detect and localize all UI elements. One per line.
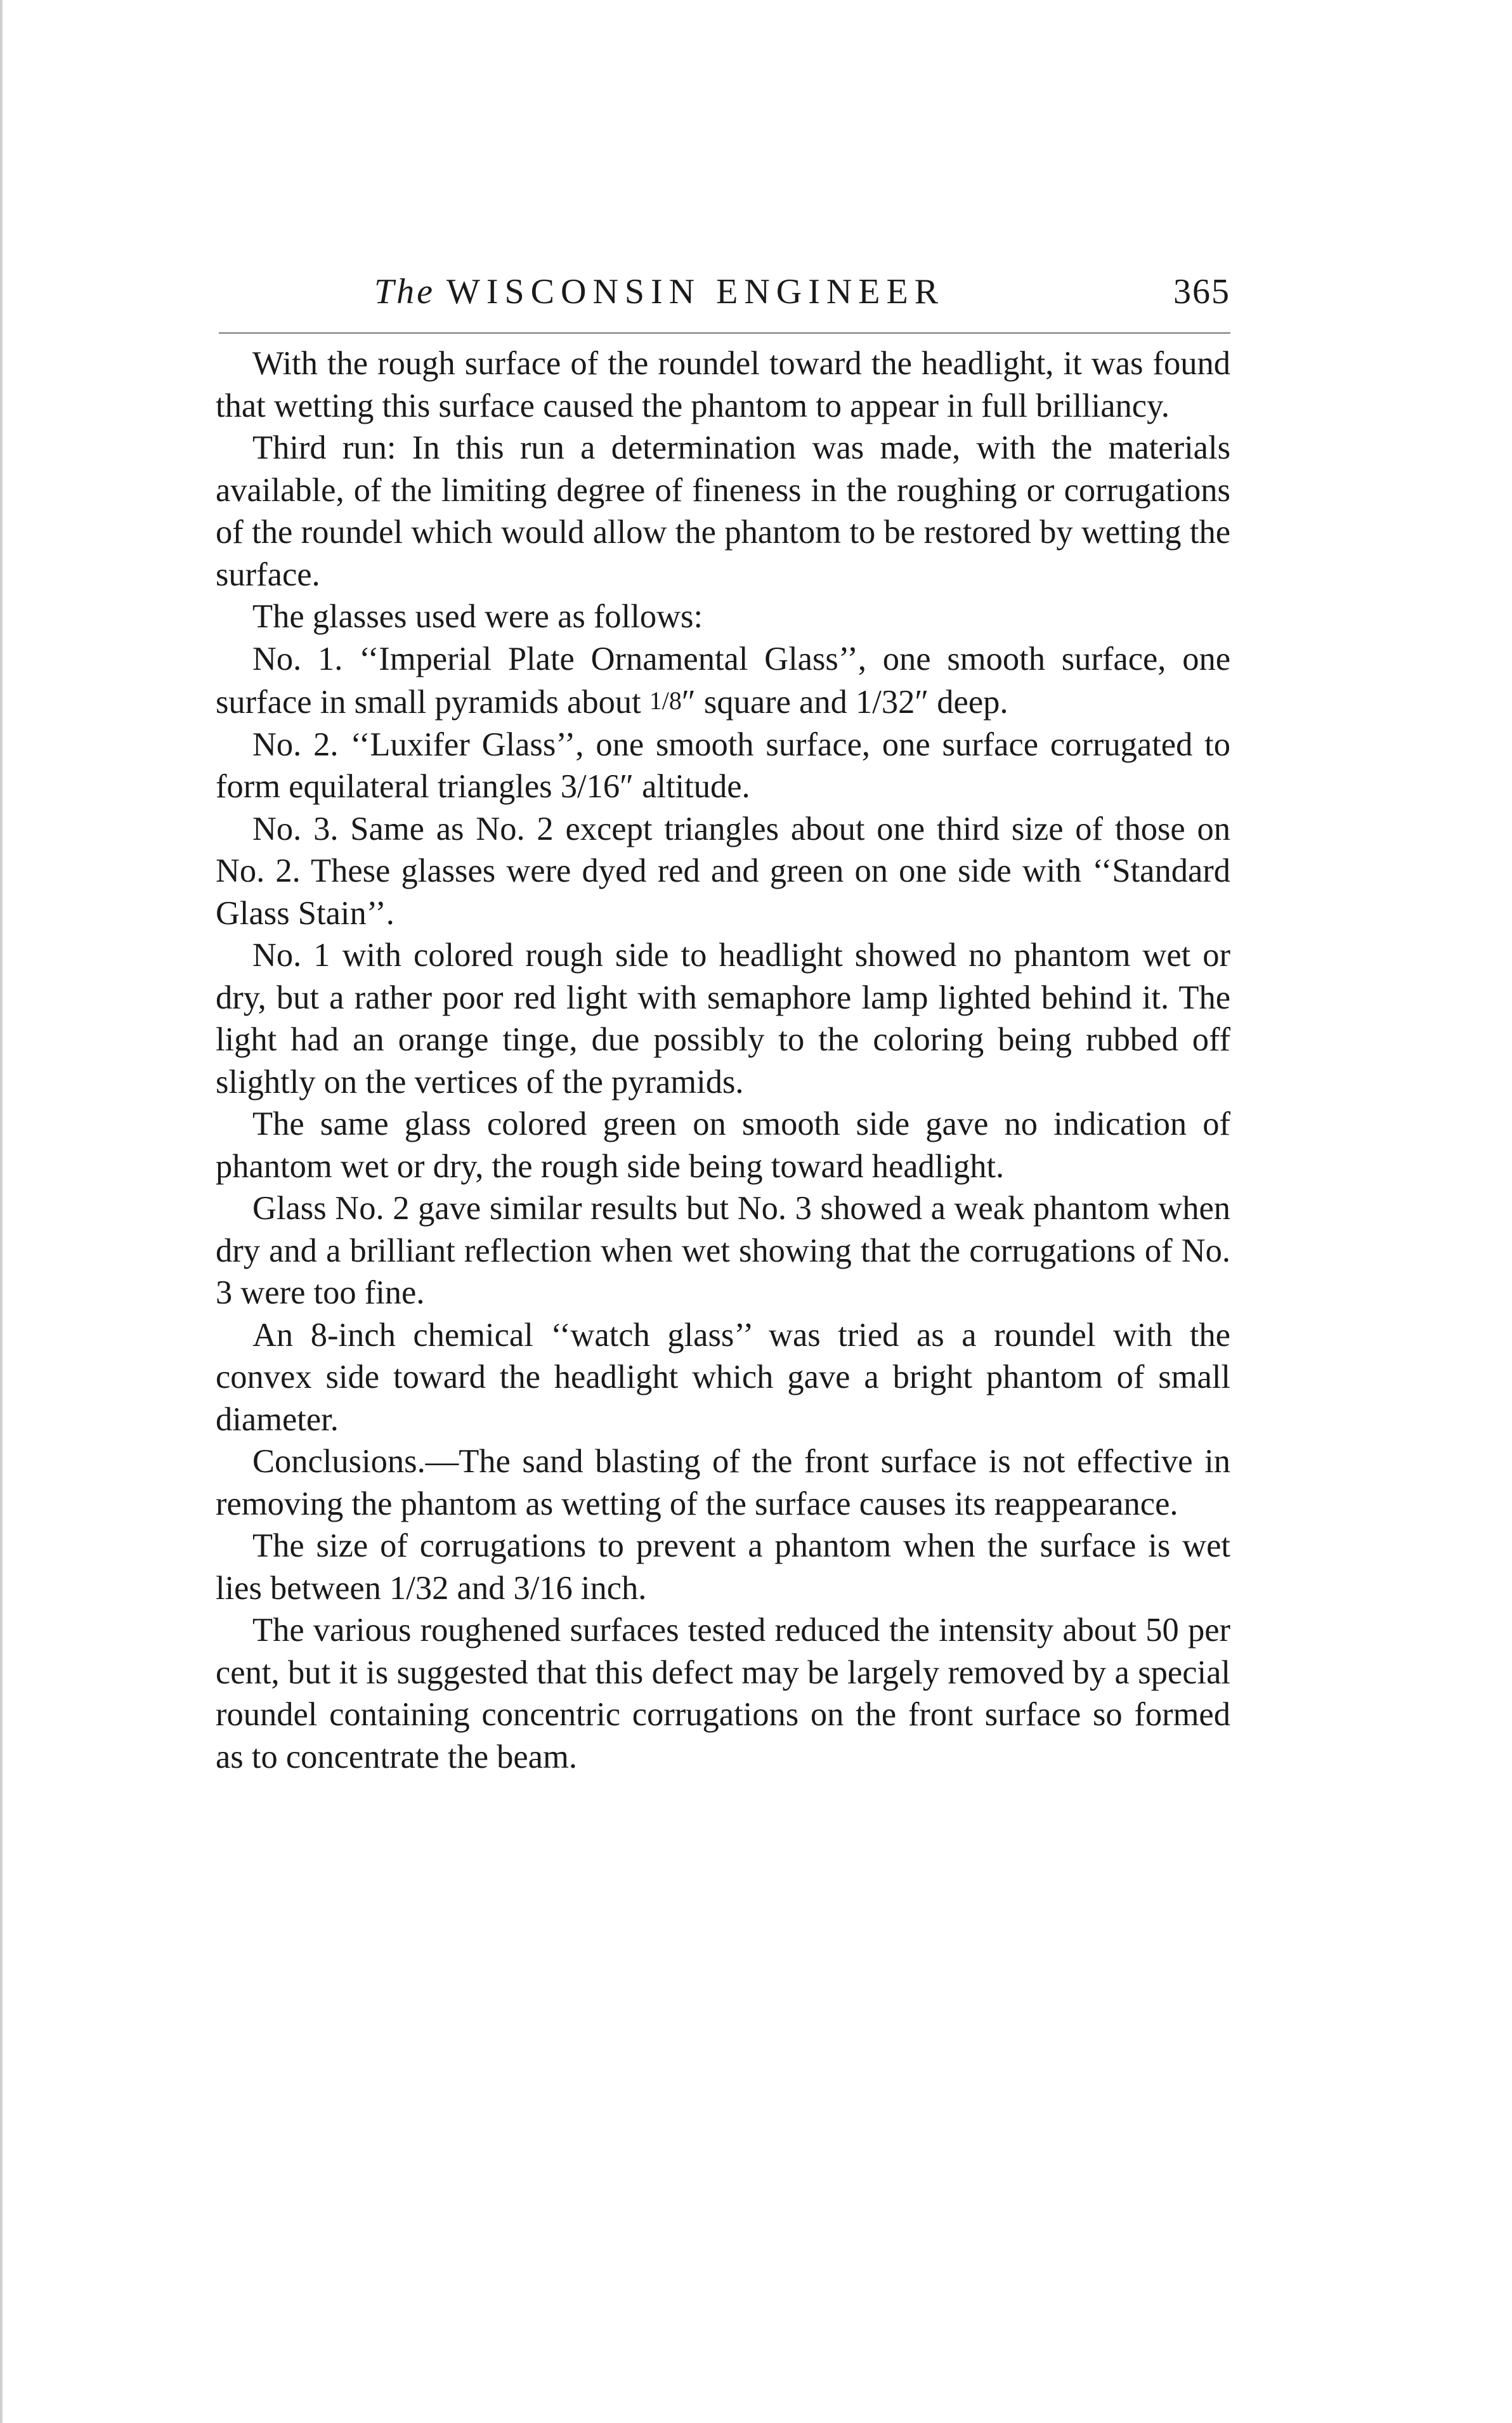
- page-number: 365: [1173, 272, 1230, 311]
- paragraph: Glass No. 2 gave similar results but No. 3 showed a weak phantom when dry and a brilliant reflection when wet showing that the corrugations of No. 3 were too fine.: [216, 1190, 1230, 1311]
- paragraph: An 8-inch chemical ‘‘watch glass’’ was tried as a roundel with the convex side toward the headlight which gave a bright phantom of small diameter.: [216, 1316, 1230, 1438]
- paragraph: Conclusions.—The sand blasting of the front surface is not effective in removing the phantom as wetting of the surface causes its reappearance.: [216, 1443, 1230, 1522]
- header-rule: [219, 332, 1230, 334]
- paragraph: Third run: In this run a determination was made, with the materials available, of the limiting degree of fineness in the roughing or corrugations of the roundel which would allow the phantom to be restored by wetting the surface.: [216, 429, 1230, 593]
- journal-prefix: The: [374, 272, 435, 311]
- paragraph: The glasses used were as follows:: [252, 598, 703, 635]
- paragraph-text: No. 1. ‘‘Imperial Plate Ornamental Glass’’, one smooth surface, one surface in small pyramids about: [216, 640, 1230, 721]
- paragraph: The same glass colored green on smooth side gave no indication of phantom wet or dry, the rough side being toward headlight.: [216, 1106, 1230, 1185]
- paragraph: With the rough surface of the roundel toward the headlight, it was found that wetting this surface caused the phantom to appear in full brilliancy.: [216, 345, 1230, 424]
- paragraph: No. 1 with colored rough side to headlight showed no phantom wet or dry, but a rather poor red light with semaphore lamp lighted behind it. The light had an orange tinge, due possibly to the coloring being rubbed off slightly on the vertices of the pyramids.: [216, 937, 1230, 1100]
- paragraph: No. 2. ‘‘Luxifer Glass’’, one smooth surface, one surface corrugated to form equilateral triangles 3/16″ altitude.: [216, 726, 1230, 805]
- journal-name: WISCONSIN ENGINEER: [446, 272, 945, 311]
- article-body: [216, 343, 1230, 1778]
- scan-edge: [0, 0, 3, 2423]
- paragraph: No. 3. Same as No. 2 except triangles about one third size of those on No. 2. These glasses were dyed red and green on one side with ‘‘Standard Glass Stain’’.: [216, 810, 1230, 932]
- journal-title: [374, 271, 944, 312]
- running-header: [216, 271, 1230, 322]
- paragraph: The various roughened surfaces tested reduced the intensity about 50 per cent, but it is suggested that this defect may be largely removed by a special roundel containing concentric corrugations on the front surface so formed as to concentrate the beam.: [216, 1612, 1230, 1775]
- fraction: 1/8: [649, 686, 682, 715]
- paragraph: The size of corrugations to prevent a phantom when the surface is wet lies between 1/32 and 3/16 inch.: [216, 1527, 1230, 1607]
- paragraph-text: ″ square and 1/32″ deep.: [681, 684, 1008, 721]
- paragraph: [216, 638, 1230, 724]
